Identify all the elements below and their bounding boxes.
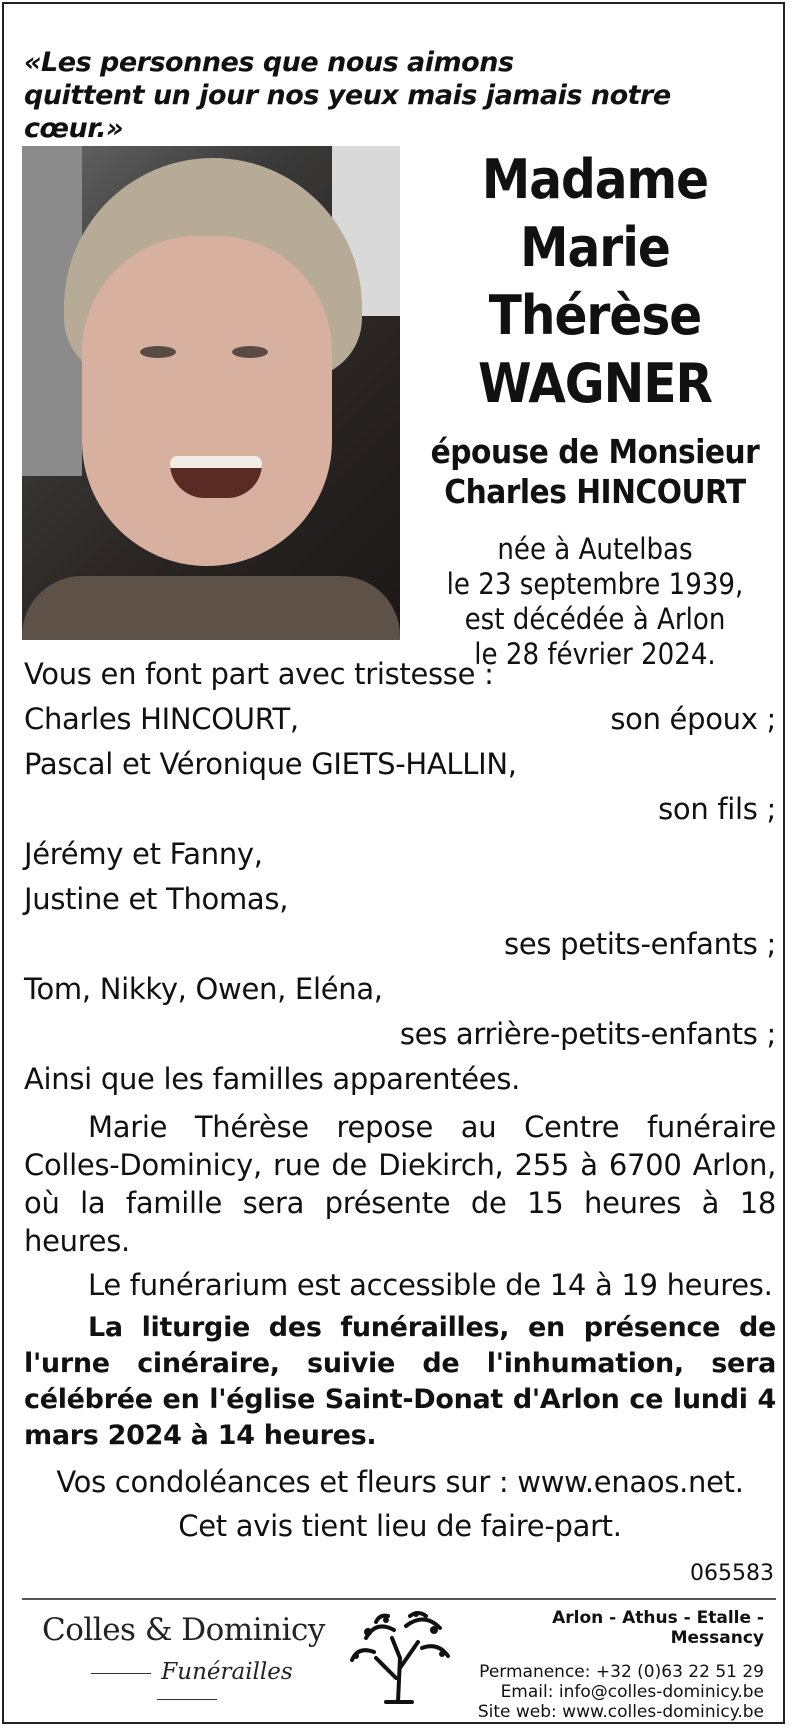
spouse-line: Charles HINCOURT <box>444 472 746 511</box>
family-relation: ses petits-enfants ; <box>504 927 776 961</box>
quote-line: quittent un jour nos yeux mais jamais notre cœur.» <box>24 80 671 144</box>
tagline-text: Funérailles <box>161 1659 293 1685</box>
family-name: Justine et Thomas, <box>24 882 289 916</box>
condolences-line: Vos condoléances et fleurs sur : www.enaos.net. <box>56 1465 744 1499</box>
tree-logo-icon <box>346 1608 456 1706</box>
company-locations: Arlon - Athus - Etalle - Messancy <box>552 1608 764 1648</box>
deceased-title: Madame <box>481 148 709 211</box>
quote-line: «Les personnes que nous aimons <box>24 47 514 78</box>
company-phone: Permanence: +32 (0)63 22 51 29 <box>479 1662 764 1682</box>
obituary-notice <box>2 2 785 1724</box>
birth-date: le 23 septembre 1939, <box>446 567 744 601</box>
reference-number: 065583 <box>690 1561 774 1586</box>
spouse-info <box>414 432 776 512</box>
footer-divider <box>22 1598 776 1600</box>
family-row <box>24 697 776 742</box>
memorial-quote <box>24 46 764 145</box>
company-contact <box>464 1608 764 1722</box>
company-email: Email: info@colles-dominicy.be <box>500 1682 764 1702</box>
company-website: Site web: www.colles-dominicy.be <box>477 1702 764 1722</box>
company-logo-text: Colles & Dominicy <box>42 1612 325 1648</box>
family-name: Charles HINCOURT, <box>24 702 299 736</box>
family-relation: son époux ; <box>610 702 776 736</box>
life-dates <box>414 532 776 672</box>
family-intro: Vous en font part avec tristesse : <box>24 657 494 691</box>
deceased-first-names: Marie Thérèse <box>488 216 702 347</box>
repose-paragraph: Marie Thérèse repose au Centre funéraire Colles-Dominicy, rue de Diekirch, 255 à 6700 Arlon, où la famille sera présente de 15 heures à 18 heures. <box>24 1110 776 1258</box>
company-tagline <box>42 1659 332 1711</box>
family-name: Tom, Nikky, Owen, Eléna, <box>24 972 383 1006</box>
family-name: Jérémy et Fanny, <box>24 837 263 871</box>
death-place: est décédée à Arlon <box>464 602 726 636</box>
family-name: Pascal et Véronique GIETS-HALLIN, <box>24 747 517 781</box>
deceased-info <box>414 146 776 672</box>
birth-place: née à Autelbas <box>497 532 693 566</box>
funerarium-paragraph: Le funérarium est accessible de 14 à 19 heures. <box>88 1268 773 1302</box>
spouse-line: épouse de Monsieur <box>430 432 760 471</box>
notice-line: Cet avis tient lieu de faire-part. <box>178 1509 622 1543</box>
deceased-surname: WAGNER <box>478 352 712 415</box>
notice-body <box>24 652 776 1548</box>
portrait-photo <box>22 146 400 640</box>
relatives-line: Ainsi que les familles apparentées. <box>24 1062 521 1096</box>
liturgy-paragraph: La liturgie des funérailles, en présence de l'urne cinéraire, suivie de l'inhumation, sera célébrée en l'église Saint-Donat d'Arlon ce lundi 4 mars 2024 à 14 heures. <box>24 1312 776 1451</box>
family-relation: son fils ; <box>658 792 776 826</box>
family-relation: ses arrière-petits-enfants ; <box>399 1017 776 1051</box>
death-date: le 28 février 2024. <box>474 637 716 671</box>
